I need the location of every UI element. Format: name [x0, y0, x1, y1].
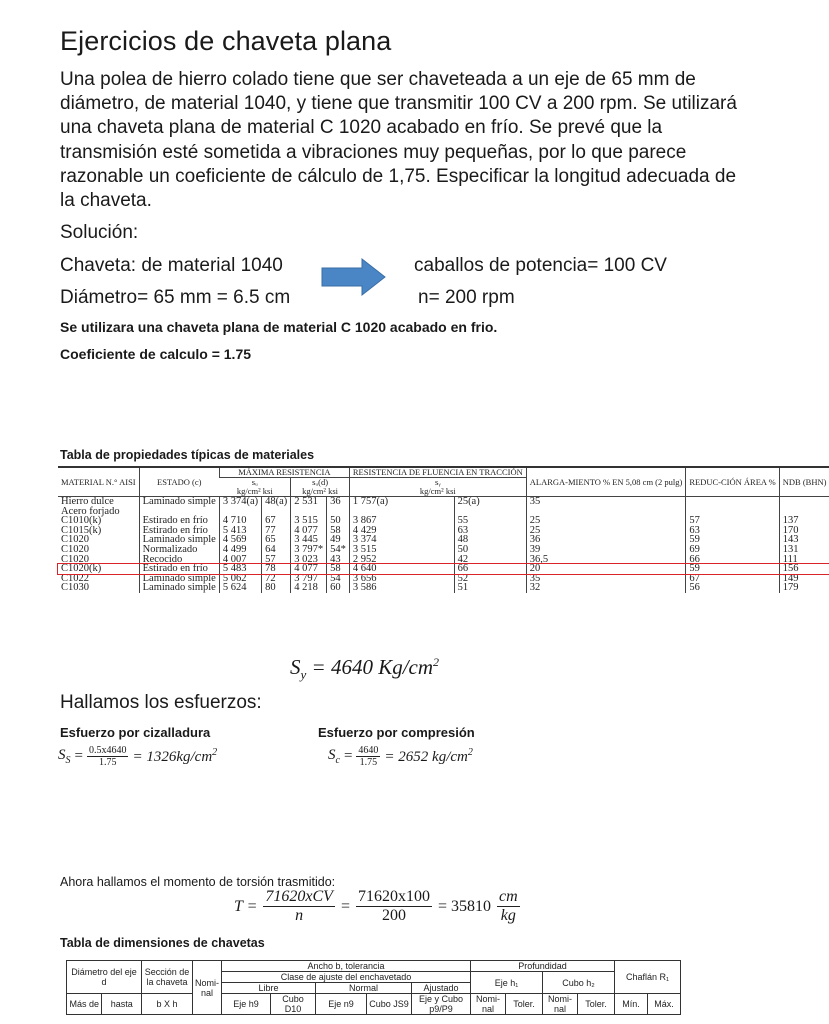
- sud-unit-ksi: ksi: [328, 486, 338, 496]
- material-cell-alarg: 35: [526, 574, 686, 584]
- sy-result: [290, 655, 439, 683]
- torque-intro: Ahora hallamos el momento de torsión trasmitido:: [60, 875, 336, 889]
- torque-f1-denominator: n: [295, 907, 304, 924]
- keys-table: [66, 960, 681, 1015]
- material-cell-su-ksi: 67: [262, 516, 291, 526]
- material-cell-su-ksi: 65: [262, 535, 291, 545]
- kt-bxh: b X h: [142, 994, 193, 1015]
- material-cell-bhn: 137: [779, 516, 829, 526]
- material-cell-estado: Estirado en frío: [139, 564, 219, 574]
- chaveta-material-line: Chaveta: de material 1040: [60, 255, 283, 276]
- material-cell-estado: Laminado simple: [139, 535, 219, 545]
- kt-nominal: Nomi-nal: [193, 961, 222, 1015]
- kt-min: Mín.: [615, 994, 648, 1015]
- material-cell-sy-ksi: 52: [454, 574, 526, 584]
- sy-symbol-main: S: [290, 655, 301, 679]
- material-cell-sy-kg: 3 374: [349, 535, 454, 545]
- compression-numerator: 4640: [358, 745, 379, 756]
- shear-exponent: 2: [212, 747, 218, 758]
- compression-subscript: c: [335, 755, 340, 766]
- materials-table: [58, 466, 827, 662]
- material-cell-red: 59: [686, 564, 779, 574]
- material-cell-sud-ksi: 36: [327, 497, 350, 507]
- su-unit-kg: kg/cm²: [236, 486, 261, 496]
- col-reduccion-header: REDUC-CIÓN ÁREA %: [686, 467, 779, 497]
- material-cell-su-ksi: 80: [262, 583, 291, 593]
- material-cell-estado: Normalizado: [139, 545, 219, 555]
- material-cell-su-kg: 5 413: [219, 526, 261, 536]
- material-cell-sy-ksi: 25(a): [454, 497, 526, 507]
- right-arrow-icon: [322, 259, 386, 295]
- material-cell-sy-kg: 3 586: [349, 583, 454, 593]
- shear-symbol: S: [58, 747, 66, 763]
- col-sy-header: [349, 478, 526, 497]
- material-cell-su-ksi: 57: [262, 555, 291, 565]
- material-cell-su-ksi: 48(a): [262, 497, 291, 507]
- material-cell-sud-ksi: 58: [327, 564, 350, 574]
- shear-fraction: [87, 745, 129, 768]
- compression-denominator: 1.75: [359, 757, 378, 768]
- material-cell-sud-kg: 4 077: [291, 526, 327, 536]
- material-cell-estado: Laminado simple: [139, 583, 219, 593]
- materials-table-caption: Tabla de propiedades típicas de materiales: [60, 448, 315, 462]
- kt-mas-de: Más de: [67, 994, 102, 1015]
- material-cell-material: C1015(k): [61, 524, 102, 536]
- material-cell-sy-kg: 1 757(a): [349, 497, 454, 507]
- kt-clase: Clase de ajuste del enchavetado: [222, 972, 471, 983]
- material-cell-red: 57: [686, 516, 779, 526]
- kt-cubo-h2: Cubo h₂: [543, 972, 615, 994]
- material-cell-sy-ksi: 48: [454, 535, 526, 545]
- material-cell-material: C1010(k): [61, 515, 102, 527]
- solution-label: Solución:: [60, 222, 139, 243]
- material-cell-red: 63: [686, 526, 779, 536]
- compression-symbol: S: [328, 747, 336, 763]
- shear-formula: $S_S$ = $\frac{0.5x4640}{1.75}$ = $1326kg/cm^2$: [58, 745, 218, 768]
- material-cell-bhn: [779, 497, 829, 507]
- material-cell-su-kg: 4 569: [219, 535, 261, 545]
- torque-formula: [234, 888, 520, 925]
- material-cell-sy-kg: 3 656: [349, 574, 454, 584]
- esfuerzos-heading: Hallamos los esfuerzos:: [60, 692, 262, 713]
- material-cell-su-ksi: 64: [262, 545, 291, 555]
- material-cell-alarg: [526, 507, 686, 517]
- material-row: [58, 583, 829, 593]
- kt-normal: Normal: [316, 983, 412, 994]
- keys-table-caption: Tabla de dimensiones de chavetas: [60, 936, 265, 950]
- material-cell-su-ksi: 78: [262, 564, 291, 574]
- col-maxima-header: MÁXIMA RESISTENCIA: [219, 467, 349, 478]
- torque-f2-numerator: 71620x100: [357, 888, 430, 905]
- torque-result: = 35810: [437, 897, 492, 915]
- material-cell-estado: Estirado en frío: [139, 516, 219, 526]
- torque-equals: =: [340, 897, 350, 915]
- material-cell-sy-ksi: 66: [454, 564, 526, 574]
- material-cell-sud-ksi: 54: [327, 574, 350, 584]
- material-cell-sud-ksi: 49: [327, 535, 350, 545]
- rpm-line: n= 200 rpm: [418, 287, 515, 308]
- torque-unit-denominator: kg: [500, 907, 516, 924]
- material-cell-material: C1020(k): [61, 563, 102, 575]
- sud-symbol: sᵤ(d): [312, 477, 329, 487]
- kt-seccion: Sección de la chaveta: [142, 961, 193, 994]
- compression-label: Esfuerzo por compresión: [318, 725, 475, 740]
- material-cell-bhn: 143: [779, 535, 829, 545]
- page-title: Ejercicios de chaveta plana: [60, 26, 392, 56]
- material-cell-su-kg: 5 483: [219, 564, 261, 574]
- material-cell-bhn: 149: [779, 574, 829, 584]
- material-cell-sud-kg: 3 445: [291, 535, 327, 545]
- sy-symbol: sᵧ: [435, 477, 441, 487]
- material-cell-sy-ksi: 42: [454, 555, 526, 565]
- material-cell-red: [686, 497, 779, 507]
- col-fluencia-header: RESISTENCIA DE FLUENCIA EN TRACCIÓN: [349, 467, 526, 478]
- material-cell-sy-ksi: 51: [454, 583, 526, 593]
- kt-hasta: hasta: [102, 994, 142, 1015]
- col-bhn-header: NDB (BHN): [779, 467, 829, 497]
- material-cell-sud-ksi: 43: [327, 555, 350, 565]
- material-cell-sud-kg: 4 218: [291, 583, 327, 593]
- material-cell-su-kg: 5 624: [219, 583, 261, 593]
- torque-unit: [497, 888, 520, 925]
- compression-fraction: [356, 745, 380, 768]
- material-cell-bhn: 179: [779, 583, 829, 593]
- torque-f2-denominator: 200: [381, 907, 406, 924]
- key-material-line: Se utilizara una chaveta plana de material C 1020 acabado en frio.: [60, 319, 498, 335]
- shear-label: Esfuerzo por cizalladura: [60, 725, 211, 740]
- kt-eje-h1: Eje h₁: [471, 972, 543, 994]
- compression-rhs: [384, 747, 472, 766]
- kt-h1-nominal: Nomi-nal: [471, 994, 506, 1015]
- material-cell-sud-kg: 3 023: [291, 555, 327, 565]
- material-cell-estado: Laminado simple: [139, 574, 219, 584]
- diameter-line: Diámetro= 65 mm = 6.5 cm: [60, 287, 291, 308]
- coefficient-line: Coeficiente de calculo = 1.75: [60, 346, 252, 362]
- material-cell-sud-kg: 3 515: [291, 516, 327, 526]
- material-cell-sud-kg: 3 797: [291, 574, 327, 584]
- kt-max: Máx.: [648, 994, 681, 1015]
- material-cell-sud-ksi: 58: [327, 526, 350, 536]
- material-cell-su-kg: 4 007: [219, 555, 261, 565]
- kt-libre: Libre: [222, 983, 316, 994]
- material-cell-su-ksi: 77: [262, 526, 291, 536]
- material-cell-sy-kg: 3 867: [349, 516, 454, 526]
- material-cell-sy-kg: 2 952: [349, 555, 454, 565]
- material-cell-su-kg: 5 062: [219, 574, 261, 584]
- material-cell-sy-kg: 4 640: [349, 564, 454, 574]
- kt-profundidad: Profundidad: [471, 961, 615, 972]
- material-cell-red: 67: [686, 574, 779, 584]
- kt-eje-cubo-p9: Eje y Cubo p9/P9: [412, 994, 471, 1015]
- material-cell-sy-ksi: 55: [454, 516, 526, 526]
- material-cell-sy-kg: 4 429: [349, 526, 454, 536]
- material-cell-red: 59: [686, 535, 779, 545]
- kt-eje-h9: Eje h9: [222, 994, 271, 1015]
- kt-h2-toler: Toler.: [578, 994, 615, 1015]
- material-cell-alarg: 25: [526, 526, 686, 536]
- torque-fraction-2: [356, 888, 432, 925]
- material-cell-bhn: 156: [779, 564, 829, 574]
- material-cell-alarg: 36,5: [526, 555, 686, 565]
- col-material-header: MATERIAL N.° AISI: [58, 467, 139, 497]
- material-cell-alarg: 39: [526, 545, 686, 555]
- material-cell-alarg: 36: [526, 535, 686, 545]
- material-cell-material: C1020: [61, 553, 90, 565]
- material-cell-material: Hierro dulce: [61, 496, 114, 507]
- material-cell-red: [686, 507, 779, 517]
- material-cell-su-kg: 3 374(a): [219, 497, 261, 507]
- material-row: [58, 497, 829, 507]
- material-cell-red: 66: [686, 555, 779, 565]
- compression-formula: $S_c$ = $\frac{4640}{1.75}$ = 2652 $kg/cm^2$: [328, 745, 473, 768]
- sud-unit-kg: kg/cm²: [302, 486, 326, 496]
- torque-lhs: T =: [234, 897, 258, 915]
- material-cell-bhn: 131: [779, 545, 829, 555]
- material-cell-su-ksi: 72: [262, 574, 291, 584]
- kt-h2-nominal: Nomi-nal: [543, 994, 578, 1015]
- material-cell-material: Acero forjado: [61, 505, 120, 517]
- material-cell-bhn: 111: [779, 555, 829, 565]
- material-cell-sy-ksi: 50: [454, 545, 526, 555]
- shear-numerator: 0.5x4640: [88, 745, 127, 756]
- kt-eje-n9: Eje n9: [316, 994, 367, 1015]
- col-su-header: [219, 478, 290, 497]
- material-cell-sud-kg: 2 531: [291, 497, 327, 507]
- kt-cubo-js9: Cubo JS9: [367, 994, 412, 1015]
- sy-unit-kg: kg/cm²: [419, 486, 444, 496]
- sy-unit-ksi: ksi: [445, 486, 456, 496]
- material-cell-estado: Recocido: [139, 555, 219, 565]
- power-line: caballos de potencia= 100 CV: [414, 255, 667, 276]
- compression-lhs: [328, 747, 340, 766]
- kt-ajustado: Ajustado: [412, 983, 471, 994]
- shear-rhs: [132, 747, 217, 766]
- compression-rhs-value: = 2652 kg/cm: [384, 749, 468, 765]
- su-unit-ksi: ksi: [262, 486, 273, 496]
- material-cell-sud-ksi: 60: [327, 583, 350, 593]
- material-cell-alarg: 32: [526, 583, 686, 593]
- material-cell-estado: Estirado en frío: [139, 526, 219, 536]
- kt-ancho: Ancho b, tolerancia: [222, 961, 471, 972]
- material-cell-su-kg: 4 499: [219, 545, 261, 555]
- material-cell-material: C1020: [61, 534, 90, 546]
- material-cell-alarg: 25: [526, 516, 686, 526]
- material-cell-material: C1022: [61, 572, 90, 584]
- compression-exponent: 2: [467, 747, 473, 758]
- shear-subscript: S: [65, 755, 71, 766]
- material-cell-alarg: 35: [526, 497, 686, 507]
- torque-f1-numerator: 71620xCV: [265, 888, 333, 905]
- sy-subscript: y: [300, 667, 307, 683]
- torque-unit-numerator: cm: [499, 888, 518, 905]
- material-cell-sy-kg: 3 515: [349, 545, 454, 555]
- material-cell-sy-ksi: 63: [454, 526, 526, 536]
- shear-rhs-value: = 1326kg/cm: [132, 749, 213, 765]
- shear-denominator: 1.75: [98, 757, 117, 768]
- kt-cubo-d10: Cubo D10: [271, 994, 316, 1015]
- material-cell-material: C1020: [61, 543, 90, 555]
- material-cell-sud-ksi: 50: [327, 516, 350, 526]
- problem-statement: Una polea de hierro colado tiene que ser chaveteada a un eje de 65 mm de diámetro, de material 1040, y tiene que transmitir 100 CV a 200 rpm. Se utilizará una chaveta plana de material C 1020 acabado en frío. Se prevé que la transmisión esté sometida a vibraciones muy pequeñas, por lo que parece razonable un coeficiente de cálculo de 1,75. Especificar la longitud adecuada de la chaveta.: [60, 69, 737, 212]
- col-alargamiento-header: ALARGA-MIENTO % EN 5,08 cm (2 pulg): [526, 467, 686, 497]
- material-cell-estado: Laminado simple: [139, 497, 219, 507]
- material-cell-sud-kg: 3 797*: [291, 545, 327, 555]
- material-cell-material: C1030: [61, 582, 90, 594]
- material-cell-alarg: 20: [526, 564, 686, 574]
- col-estado-header: ESTADO (c): [139, 467, 219, 497]
- su-symbol: sᵤ: [251, 477, 258, 487]
- material-cell-su-kg: 4 710: [219, 516, 261, 526]
- kt-chaflan: Chaflán R₁: [615, 961, 681, 994]
- shear-lhs: [58, 747, 71, 766]
- sy-exponent: 2: [433, 655, 440, 669]
- material-cell-sud-kg: 4 077: [291, 564, 327, 574]
- material-cell-red: 56: [686, 583, 779, 593]
- kt-diametro: Diámetro del eje d: [67, 961, 142, 994]
- col-sud-header: [291, 478, 350, 497]
- torque-fraction-1: [263, 888, 335, 925]
- sy-value: = 4640 Kg/cm: [311, 655, 434, 679]
- material-cell-sud-ksi: 54*: [327, 545, 350, 555]
- kt-h1-toler: Toler.: [506, 994, 543, 1015]
- material-cell-red: 69: [686, 545, 779, 555]
- material-cell-bhn: 170: [779, 526, 829, 536]
